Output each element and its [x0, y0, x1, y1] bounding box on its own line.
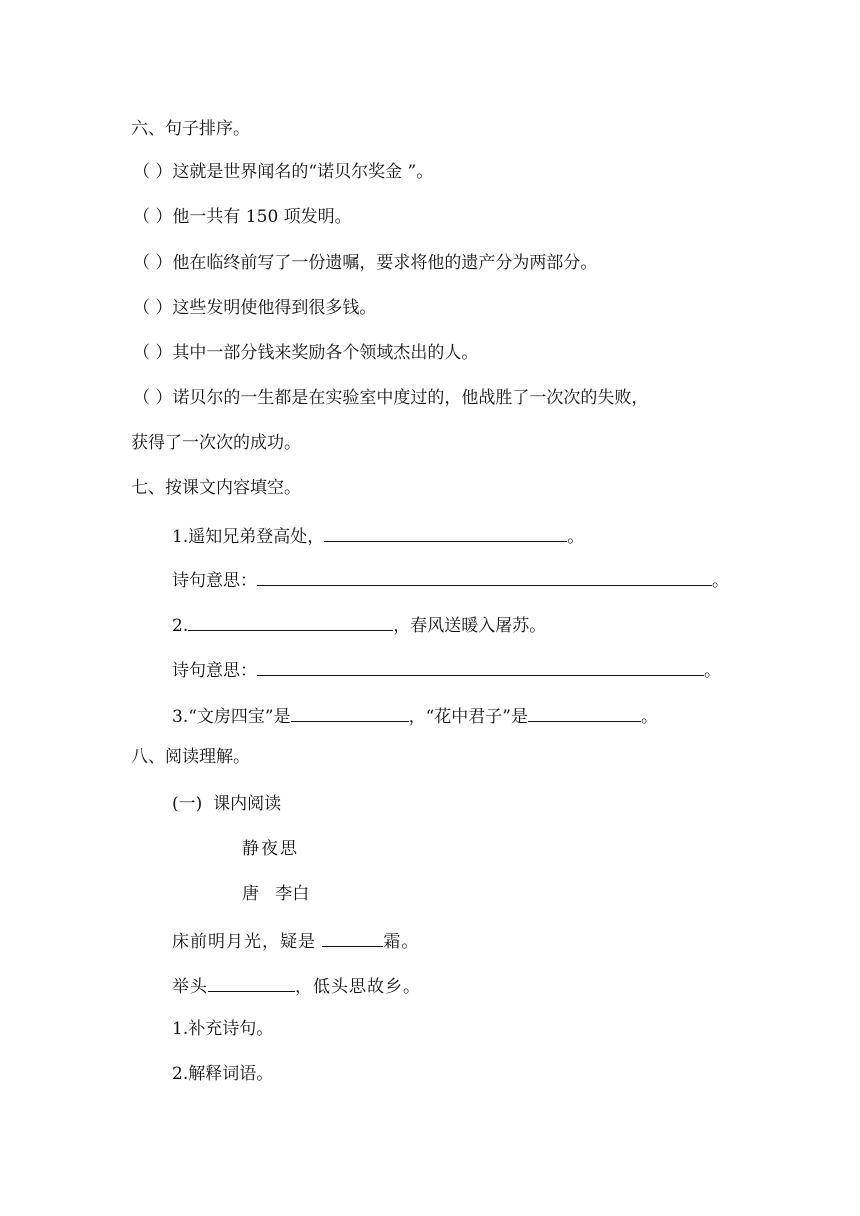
sentence-text: 诺贝尔的一生都是在实验室中度过的，他战胜了一次次的失败，	[172, 388, 649, 408]
q3-answer-blank-2[interactable]	[528, 703, 641, 722]
answer-bracket[interactable]: （ ）	[133, 162, 173, 182]
answer-bracket[interactable]: （ ）	[133, 298, 173, 318]
poem-line-2-prefix: 举头	[172, 977, 208, 997]
poem-line-2-suffix: ，低头思故乡。	[295, 977, 421, 997]
q1-meaning	[172, 567, 729, 592]
section8-heading: 八、阅读理解。	[131, 747, 250, 767]
sort-item-1	[133, 161, 433, 183]
poem-line-2-blank[interactable]	[208, 973, 295, 992]
poem-line-1-prefix: 床前明月光，疑是	[172, 932, 323, 952]
q2-answer-blank[interactable]	[188, 612, 393, 631]
sentence-text: 这些发明使他得到很多钱。	[172, 298, 377, 318]
q3-prefix: 3.“文房四宝”是	[172, 707, 291, 727]
sort-item-5	[133, 342, 478, 364]
period: 。	[712, 571, 729, 591]
poem-title: 静夜思	[242, 839, 299, 859]
sort-item-6-continuation: 获得了一次次的成功。	[131, 433, 301, 453]
q1-meaning-blank[interactable]	[257, 567, 712, 586]
poem-line-2	[172, 973, 421, 998]
task-1: 1.补充诗句。	[172, 1019, 274, 1039]
q2-meaning-blank[interactable]	[257, 657, 704, 676]
sort-item-6	[133, 387, 648, 409]
sort-item-4	[133, 297, 376, 319]
q3-middle: ，“花中君子”是	[408, 707, 528, 727]
section6-heading: 六、句子排序。	[131, 119, 250, 139]
task-2: 2.解释词语。	[172, 1064, 274, 1084]
answer-bracket[interactable]: （ ）	[133, 253, 173, 273]
q3-suffix: 。	[641, 707, 658, 727]
poem-line-1-suffix: 霜。	[383, 932, 420, 952]
q1-answer-blank[interactable]	[324, 523, 567, 542]
fill-q3	[172, 703, 658, 728]
period: 。	[704, 661, 721, 681]
answer-bracket[interactable]: （ ）	[133, 388, 173, 408]
section7-heading: 七、按课文内容填空。	[131, 478, 301, 498]
poem-line-1	[172, 928, 419, 953]
fill-q1	[172, 523, 584, 548]
meaning-label: 诗句意思：	[172, 571, 257, 591]
sentence-text: 他在临终前写了一份遗嘱，要求将他的遗产分为两部分。	[172, 253, 598, 273]
q2-suffix: ，春风送暖入屠苏。	[393, 616, 547, 636]
answer-bracket[interactable]: （ ）	[133, 207, 173, 227]
poem-author: 唐 李白	[242, 884, 310, 904]
sort-item-3	[133, 252, 597, 274]
sort-item-2	[133, 206, 352, 228]
sentence-text: 他一共有 150 项发明。	[172, 207, 352, 227]
meaning-label: 诗句意思：	[172, 661, 257, 681]
q3-answer-blank-1[interactable]	[291, 703, 409, 722]
poem-line-1-blank[interactable]	[322, 928, 383, 947]
reading-subheading: (一) 课内阅读	[172, 794, 282, 814]
q2-prefix: 2.	[172, 616, 189, 636]
q1-prefix: 1.遥知兄弟登高处，	[172, 527, 325, 547]
sentence-text: 这就是世界闻名的“诺贝尔奖金 ”。	[172, 162, 434, 182]
fill-q2	[172, 612, 546, 637]
q2-meaning	[172, 657, 721, 682]
sentence-text: 其中一部分钱来奖励各个领域杰出的人。	[172, 343, 479, 363]
answer-bracket[interactable]: （ ）	[133, 343, 173, 363]
q1-suffix: 。	[567, 527, 585, 547]
